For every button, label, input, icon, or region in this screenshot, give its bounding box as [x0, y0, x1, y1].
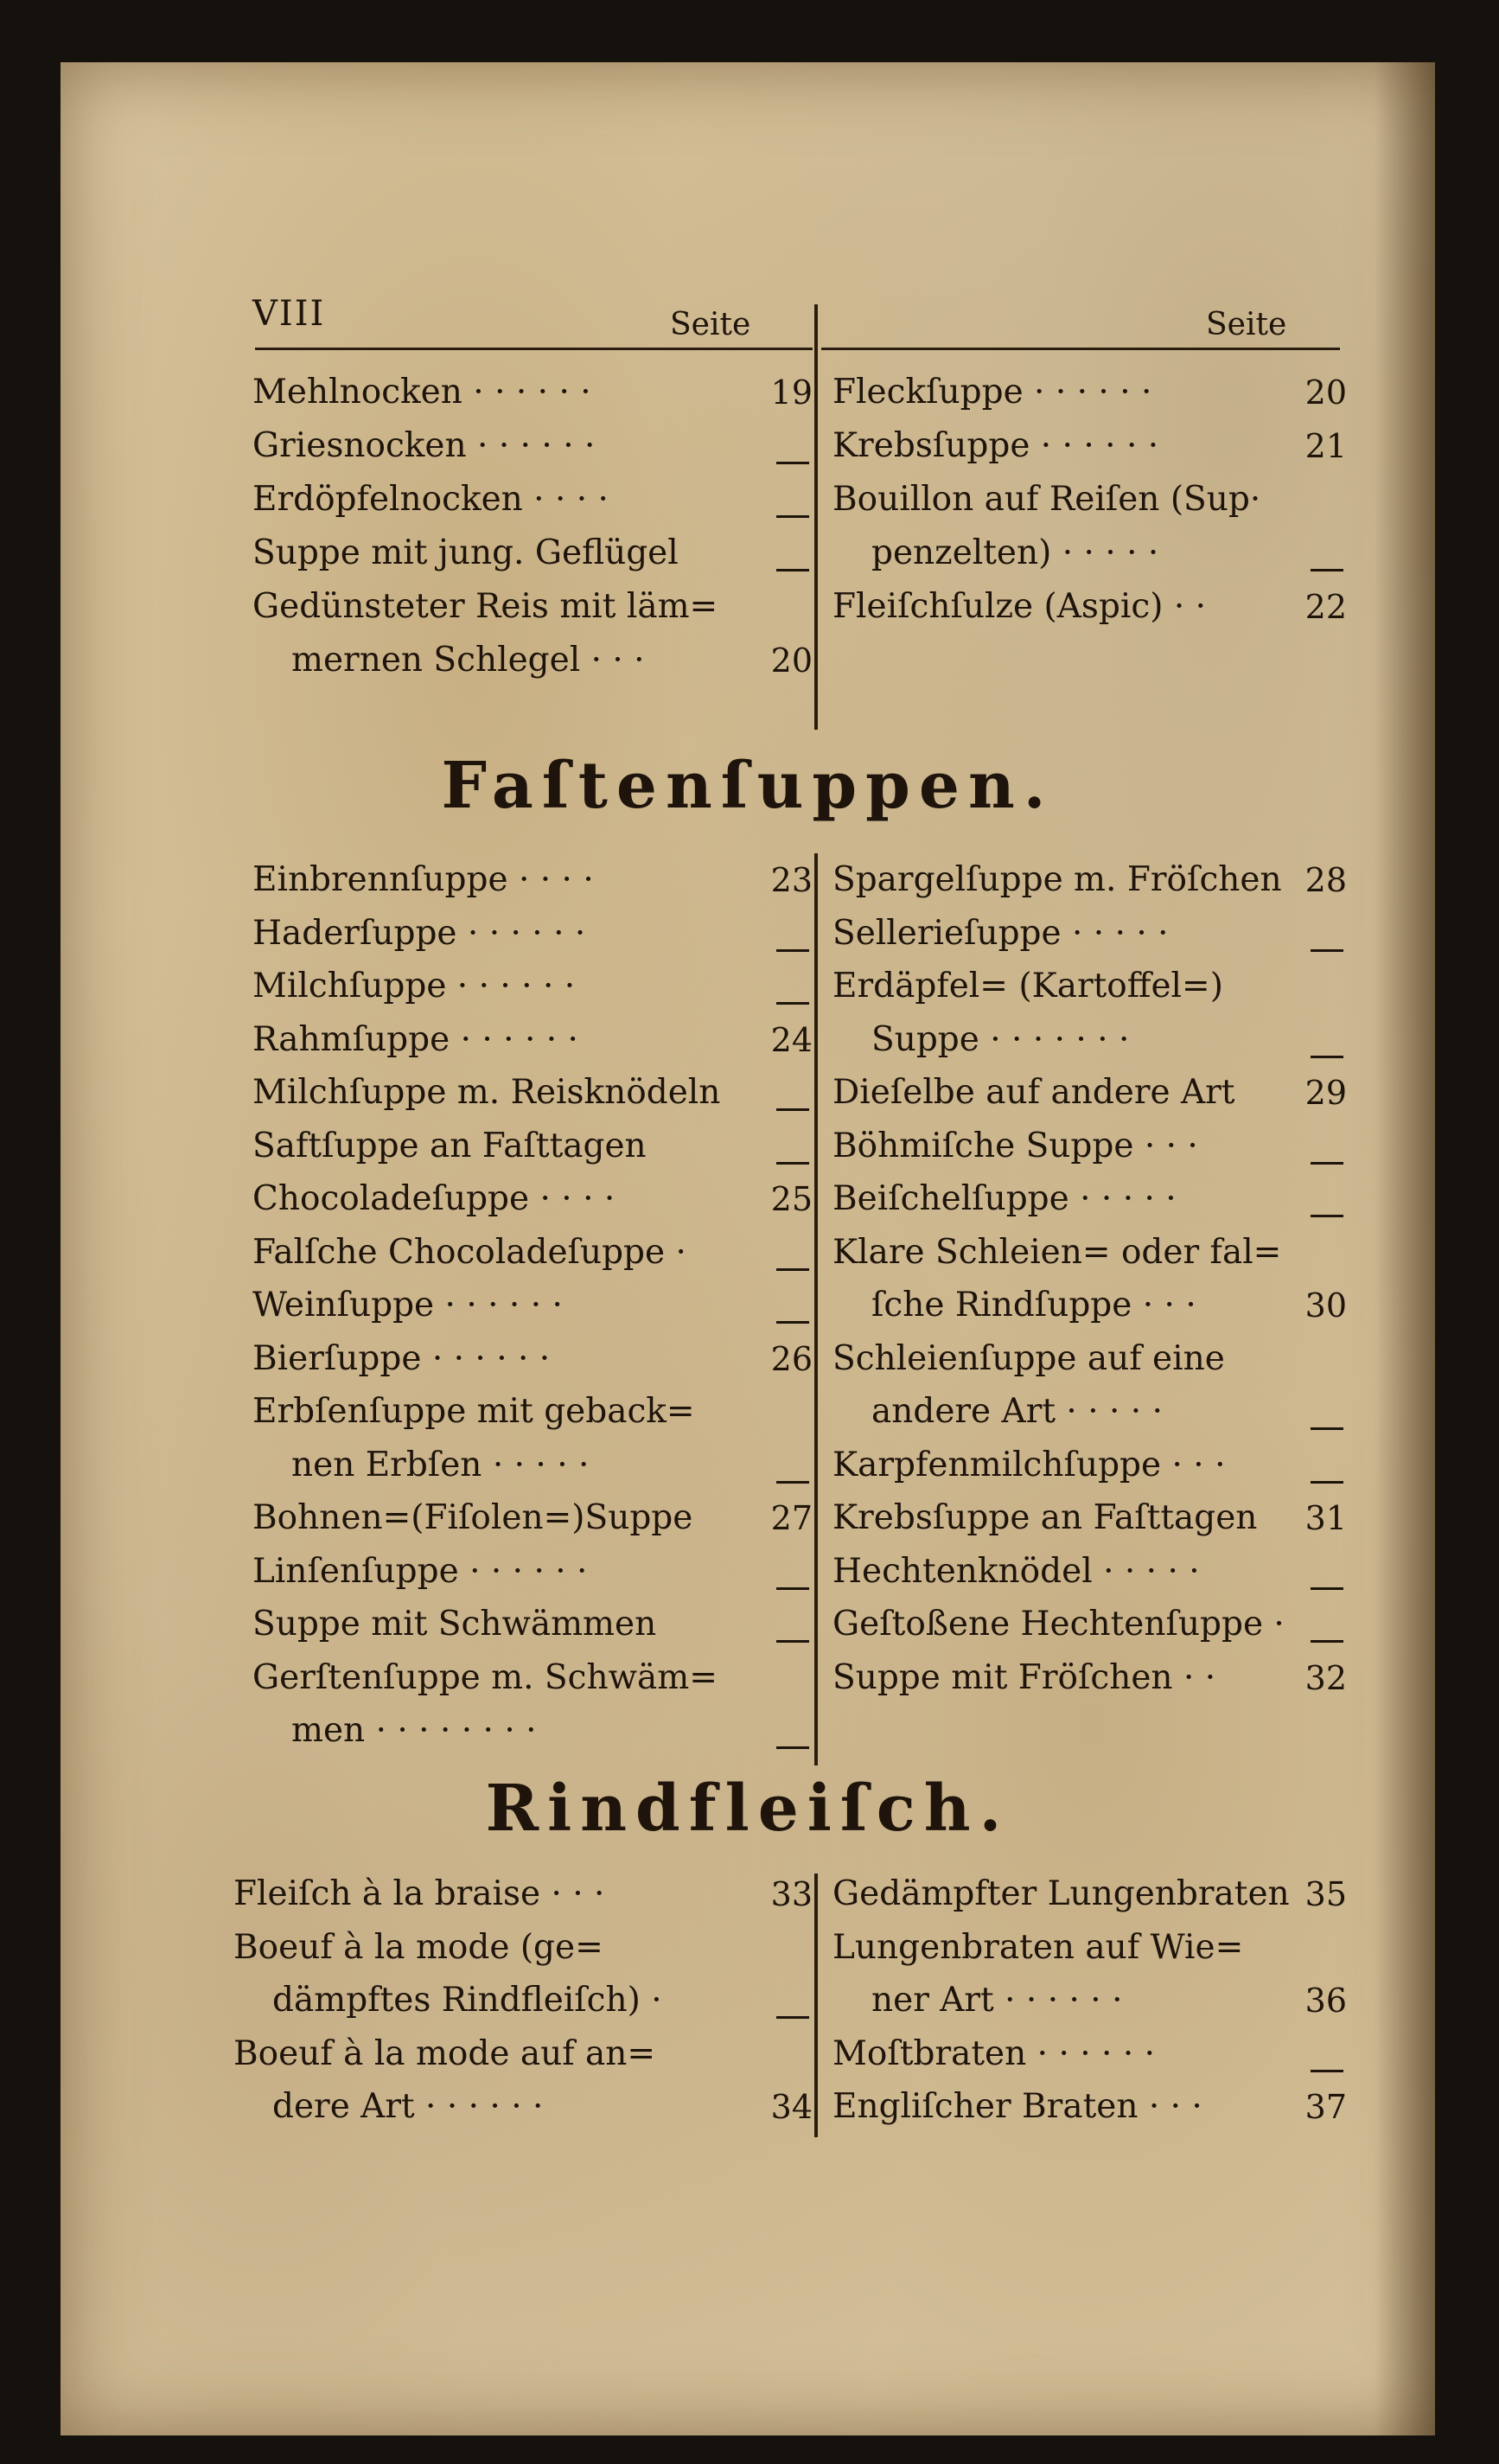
column-divider-fasten	[814, 853, 818, 1765]
ditto-dash	[776, 1162, 809, 1165]
toc-entry-title: Milchſuppe m. Reisknödeln	[252, 1073, 721, 1112]
ditto-dash	[776, 1321, 809, 1324]
toc-entry-title: Fleckſuppe · · · · · ·	[832, 373, 1152, 412]
toc-entry-title: Böhmiſche Suppe · · ·	[832, 1126, 1198, 1165]
ditto-dash	[776, 569, 809, 571]
toc-entry-title: Saftſuppe an Faſttagen	[252, 1126, 647, 1165]
toc-entry-title: Beiſchelſuppe · · · · ·	[832, 1179, 1177, 1218]
toc-entry-title: Bouillon auf Reiſen (Sup·	[832, 480, 1261, 519]
toc-entry-page: 22	[1304, 588, 1347, 626]
column-header-seite-left: Seite	[670, 307, 751, 342]
toc-entry-title: Linſenſuppe · · · · · ·	[252, 1551, 588, 1591]
ditto-dash	[1311, 949, 1343, 952]
toc-entry-page: 34	[770, 2088, 813, 2126]
toc-entry-title: Gedämpfter Lungenbraten	[832, 1874, 1290, 1913]
toc-entry-title: nen Erbſen · · · · ·	[291, 1445, 590, 1484]
toc-entry-page: 33	[770, 1875, 813, 1913]
toc-entry-page: 29	[1304, 1074, 1347, 1112]
toc-entry-title: mernen Schlegel · · ·	[291, 641, 645, 680]
toc-entry-title: Suppe mit Schwämmen	[252, 1605, 657, 1644]
ditto-dash	[776, 1268, 809, 1271]
ditto-dash	[776, 1587, 809, 1590]
toc-entry-title: Hechtenknödel · · · · ·	[832, 1551, 1200, 1591]
toc-entry-title: Krebsſuppe · · · · · ·	[832, 426, 1159, 465]
toc-entry-page: 25	[770, 1180, 813, 1218]
ditto-dash	[776, 515, 809, 518]
ditto-dash	[776, 1108, 809, 1111]
toc-entry-title: ſche Rindſuppe · · ·	[871, 1286, 1196, 1325]
header-rule-right	[821, 348, 1340, 350]
book-page	[61, 62, 1435, 2435]
toc-entry-title: Gerſtenſuppe m. Schwäm=	[252, 1657, 718, 1697]
toc-entry-title: men · · · · · · · ·	[291, 1711, 537, 1750]
toc-entry-title: ner Art · · · · · ·	[871, 1981, 1123, 2020]
ditto-dash	[1311, 1162, 1343, 1165]
ditto-dash	[1311, 569, 1343, 571]
ditto-dash	[1311, 1481, 1343, 1484]
ditto-dash	[776, 2016, 809, 2019]
section-heading-rindfleisch: Rindfleiſch.	[485, 1771, 1011, 1846]
toc-entry-title: Rahmſuppe · · · · · ·	[252, 1019, 578, 1059]
toc-entry-page: 27	[770, 1499, 813, 1537]
section-heading-fastensuppen: Faſtenſuppen.	[441, 749, 1055, 823]
toc-entry-title: Suppe mit Fröſchen · ·	[832, 1657, 1216, 1697]
ditto-dash	[1311, 1215, 1343, 1217]
toc-entry-page: 20	[770, 642, 813, 680]
toc-entry-title: Krebsſuppe an Faſttagen	[832, 1498, 1258, 1537]
toc-entry-page: 35	[1304, 1875, 1347, 1913]
toc-entry-title: Geſtoßene Hechtenſuppe ·	[832, 1605, 1285, 1644]
page-spine-shadow	[1375, 62, 1435, 2435]
toc-entry-title: Klare Schleien= oder fal=	[832, 1232, 1282, 1272]
header-rule-left	[255, 348, 813, 350]
toc-entry-page: 26	[770, 1339, 813, 1378]
toc-entry-title: Griesnocken · · · · · ·	[252, 426, 596, 465]
toc-entry-title: Spargelſuppe m. Fröſchen	[832, 860, 1282, 899]
toc-entry-page: 28	[1304, 861, 1347, 899]
column-header-seite-right: Seite	[1206, 307, 1287, 342]
ditto-dash	[776, 1746, 809, 1749]
toc-entry-title: Suppe · · · · · · ·	[871, 1019, 1130, 1059]
toc-entry-title: penzelten) · · · · ·	[871, 533, 1159, 572]
toc-entry-title: Schleienſuppe auf eine	[832, 1338, 1225, 1378]
ditto-dash	[1311, 1587, 1343, 1590]
toc-entry-page: 19	[770, 373, 813, 412]
toc-entry-page: 31	[1304, 1499, 1347, 1537]
ditto-dash	[1311, 1427, 1343, 1430]
toc-entry-title: Sellerieſuppe · · · · ·	[832, 913, 1169, 953]
toc-entry-title: Erdöpfelnocken · · · ·	[252, 480, 609, 519]
toc-entry-title: Einbrennſuppe · · · ·	[252, 860, 594, 899]
toc-entry-title: Bierſuppe · · · · · ·	[252, 1338, 551, 1378]
toc-entry-title: Suppe mit jung. Geflügel	[252, 533, 679, 572]
toc-entry-page: 24	[770, 1020, 813, 1059]
toc-entry-title: Chocoladeſuppe · · · ·	[252, 1179, 616, 1218]
column-divider-rind	[814, 1874, 818, 2137]
toc-entry-title: Dieſelbe auf andere Art	[832, 1073, 1235, 1112]
toc-entry-title: Boeuf à la mode auf an=	[233, 2033, 656, 2073]
toc-entry-title: Haderſuppe · · · · · ·	[252, 913, 586, 953]
toc-entry-title: dämpftes Rindfleiſch) ·	[272, 1981, 662, 2020]
toc-entry-page: 36	[1304, 1982, 1347, 2020]
toc-entry-title: andere Art · · · · ·	[871, 1392, 1163, 1431]
toc-entry-title: Erdäpfel= (Kartoffel=)	[832, 967, 1223, 1005]
ditto-dash	[1311, 2070, 1343, 2072]
toc-entry-page: 23	[770, 861, 813, 899]
toc-entry-title: Fleiſch à la braise · · ·	[233, 1874, 605, 1913]
toc-entry-page: 37	[1304, 2088, 1347, 2126]
toc-entry-title: Boeuf à la mode (ge=	[233, 1927, 603, 1967]
column-divider-top	[814, 304, 818, 730]
toc-entry-page: 21	[1304, 427, 1347, 465]
toc-entry-page: 20	[1304, 373, 1347, 412]
ditto-dash	[1311, 1056, 1343, 1058]
toc-entry-title: Gedünsteter Reis mit läm=	[252, 587, 718, 626]
ditto-dash	[776, 1481, 809, 1484]
ditto-dash	[776, 949, 809, 952]
toc-entry-title: Mehlnocken · · · · · ·	[252, 373, 591, 412]
page-number: VIII	[252, 294, 326, 334]
toc-entry-title: Falſche Chocoladeſuppe ·	[252, 1232, 686, 1272]
toc-entry-title: Karpfenmilchſuppe · · ·	[832, 1445, 1226, 1484]
toc-entry-title: Lungenbraten auf Wie=	[832, 1927, 1244, 1967]
toc-entry-title: Bohnen=(Fiſolen=)Suppe	[252, 1498, 693, 1537]
toc-entry-page: 32	[1304, 1658, 1347, 1697]
toc-entry-page: 30	[1304, 1286, 1347, 1325]
toc-entry-title: Fleiſchſulze (Aspic) · ·	[832, 587, 1207, 626]
toc-entry-title: Engliſcher Braten · · ·	[832, 2087, 1202, 2126]
toc-entry-title: Weinſuppe · · · · · ·	[252, 1286, 563, 1325]
ditto-dash	[776, 1640, 809, 1643]
ditto-dash	[776, 1002, 809, 1005]
toc-entry-title: dere Art · · · · · ·	[272, 2087, 544, 2126]
toc-entry-title: Erbſenſuppe mit geback=	[252, 1392, 695, 1431]
ditto-dash	[776, 462, 809, 464]
ditto-dash	[1311, 1640, 1343, 1643]
toc-entry-title: Moſtbraten · · · · · ·	[832, 2033, 1156, 2073]
toc-entry-title: Milchſuppe · · · · · ·	[252, 967, 576, 1005]
